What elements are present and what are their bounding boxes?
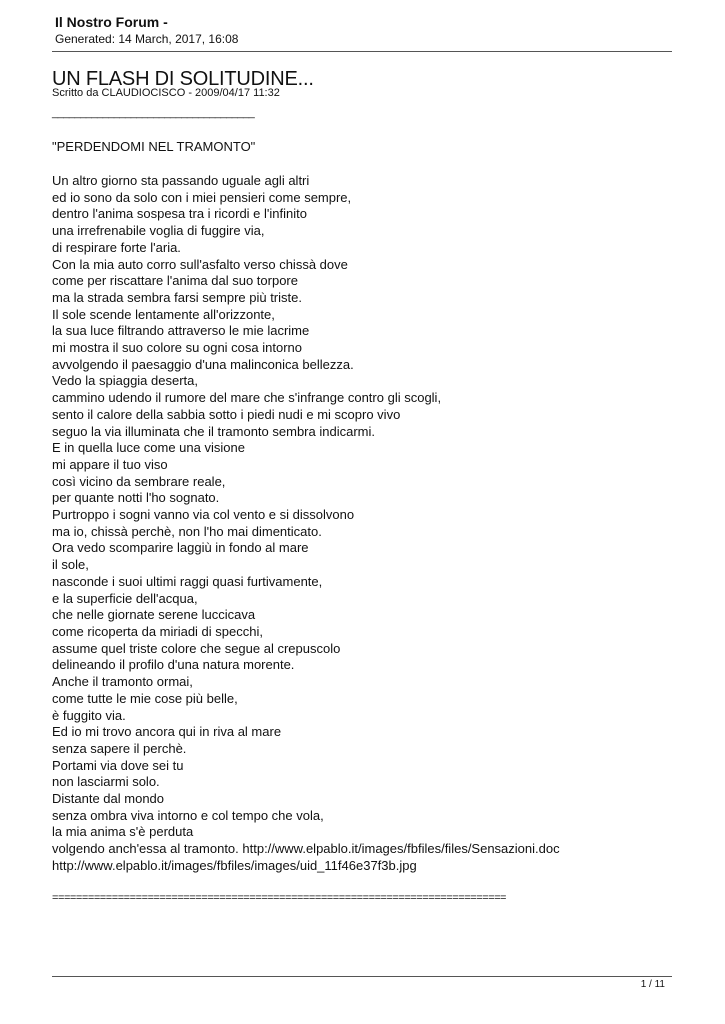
poem-line: ma io, chissà perchè, non l'ho mai dimenticato. bbox=[52, 523, 322, 539]
poem-line: Un altro giorno sta passando uguale agli altri bbox=[52, 173, 310, 188]
generated-timestamp: Generated: 14 March, 2017, 16:08 bbox=[55, 32, 239, 46]
poem-line: ed io sono da solo con i miei pensieri come sempre, bbox=[52, 189, 352, 205]
page-number: 1 / 11 bbox=[640, 979, 665, 990]
poem-line: avvolgendo il paesaggio d'una malinconica bellezza. bbox=[52, 356, 354, 372]
poem-line: Vedo la spiaggia deserta, bbox=[52, 373, 198, 389]
poem-line: delineando il profilo d'una natura morente. bbox=[52, 657, 295, 673]
poem-line: non lasciarmi solo. bbox=[52, 774, 160, 790]
poem-line: come tutte le mie cose più belle, bbox=[52, 690, 238, 706]
poem-line: E in quella luce come una visione bbox=[52, 440, 245, 456]
poem-line: la mia anima s'è perduta bbox=[52, 824, 194, 840]
poem-line: senza sapere il perchè. bbox=[52, 740, 187, 756]
poem-line: mi appare il tuo viso bbox=[52, 456, 168, 472]
poem-line: Con la mia auto corro sull'asfalto verso chissà dove bbox=[52, 256, 348, 272]
poem-line: Distante dal mondo bbox=[52, 791, 165, 807]
poem-line: assume quel triste colore che segue al crepuscolo bbox=[52, 640, 341, 656]
poem-line: Il sole scende lentamente all'orizzonte, bbox=[52, 306, 275, 322]
poem-line: mi mostra il suo colore su ogni cosa intorno bbox=[52, 340, 303, 356]
poem-line: Purtroppo i sogni vanno via col vento e si dissolvono bbox=[52, 507, 355, 523]
poem-line: Ora vedo scomparire laggiù in fondo al mare bbox=[52, 540, 309, 556]
poem-body bbox=[52, 173, 560, 875]
poem-line: la sua luce filtrando attraverso le mie lacrime bbox=[52, 323, 310, 339]
poem-line: cammino udendo il rumore del mare che s'infrange contro gli scogli, bbox=[52, 390, 442, 406]
poem-line: è fuggito via. bbox=[52, 707, 126, 723]
poem-line: volgendo anch'essa al tramonto. http://www.elpablo.it/images/fbfiles/files/Sensazioni.doc bbox=[52, 841, 560, 857]
poem-line: seguo la via illuminata che il tramonto sembra indicarmi. bbox=[52, 423, 375, 439]
poem-line: nasconde i suoi ultimi raggi quasi furtivamente, bbox=[52, 573, 323, 589]
poem-line: Portami via dove sei tu bbox=[52, 757, 184, 773]
poem-line: dentro l'anima sospesa tra i ricordi e l'infinito bbox=[52, 206, 307, 222]
poem-line: per quante notti l'ho sognato. bbox=[52, 490, 220, 506]
poem-line: una irrefrenabile voglia di fuggire via, bbox=[52, 223, 265, 239]
poem-title: "PERDENDOMI NEL TRAMONTO" bbox=[52, 139, 256, 154]
post-end-separator: ============================================================================ bbox=[52, 892, 507, 904]
poem-line: come per riscattare l'anima dal suo torpore bbox=[52, 273, 298, 289]
poem-line: http://www.elpablo.it/images/fbfiles/images/uid_11f46e37f3b.jpg bbox=[52, 857, 417, 873]
site-title: Il Nostro Forum - bbox=[55, 14, 168, 30]
poem-line: Anche il tramonto ormai, bbox=[52, 674, 193, 690]
poem-line: e la superficie dell'acqua, bbox=[52, 590, 198, 606]
poem-line: così vicino da sembrare reale, bbox=[52, 473, 226, 489]
poem-line: senza ombra viva intorno e col tempo che vola, bbox=[52, 807, 324, 823]
poem-line: ma la strada sembra farsi sempre più triste. bbox=[52, 289, 302, 305]
poem-line: come ricoperta da miriadi di specchi, bbox=[52, 623, 263, 639]
poem-line: sento il calore della sabbia sotto i piedi nudi e mi scopro vivo bbox=[52, 406, 401, 422]
poem-line: che nelle giornate serene luccicava bbox=[52, 607, 256, 623]
post-byline: Scritto da CLAUDIOCISCO - 2009/04/17 11:32 bbox=[52, 87, 280, 99]
poem-line: il sole, bbox=[52, 557, 89, 573]
footer-divider bbox=[52, 976, 672, 977]
poem-line: di respirare forte l'aria. bbox=[52, 239, 181, 255]
byline-underline: ____________________________________ bbox=[52, 107, 255, 119]
poem-line: Ed io mi trovo ancora qui in riva al mare bbox=[52, 724, 282, 740]
header-divider bbox=[52, 51, 672, 52]
post-title: UN FLASH DI SOLITUDINE... bbox=[52, 68, 314, 90]
